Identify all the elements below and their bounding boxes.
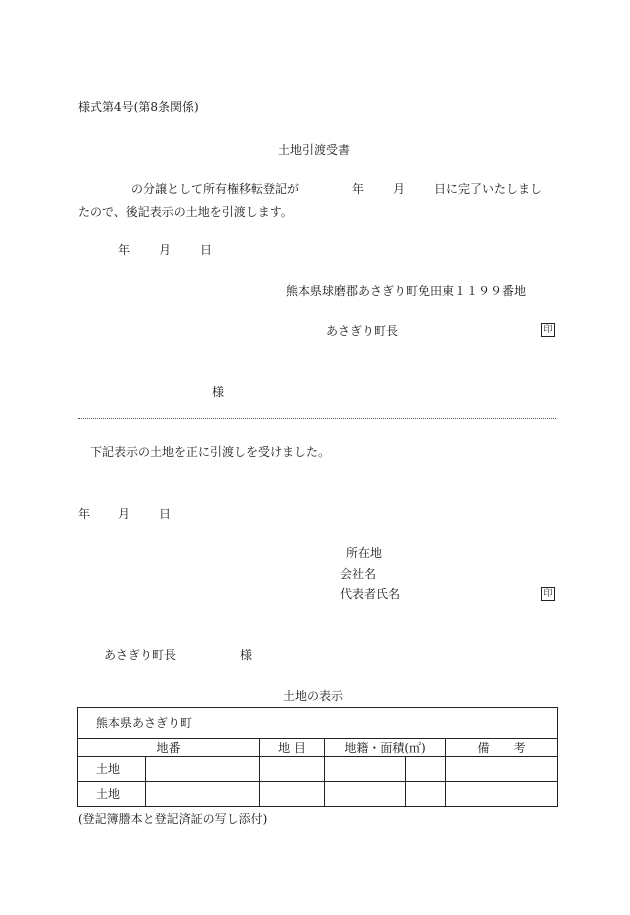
area-sub-cell[interactable] <box>406 782 446 807</box>
body-line1-day-tail: 日に完了いたしまし <box>434 182 543 196</box>
body-line1-month: 月 <box>393 182 406 196</box>
header-area: 地籍・面積(㎡) <box>325 739 446 757</box>
row-label: 土地 <box>78 782 146 807</box>
land-table-caption: 土地の表示 <box>283 689 344 703</box>
body-line2: たので、後記表示の土地を引渡します。 <box>78 205 293 219</box>
table-row <box>78 782 558 807</box>
recipient-mayor: あさぎり町長 <box>104 648 177 662</box>
body-line1-year: 年 <box>352 182 365 196</box>
land-table-address-row <box>78 708 558 739</box>
body-line1-text: の分譲として所有権移転登記が <box>131 182 300 196</box>
seal-mark-issuer: 印 <box>541 323 555 337</box>
company-label: 会社名 <box>340 567 377 581</box>
location-label: 所在地 <box>346 546 383 560</box>
seal-mark-recipient: 印 <box>541 587 555 601</box>
issuer-mayor: あさぎり町長 <box>326 324 399 338</box>
attachment-footnote: (登記簿謄本と登記済証の写し添付) <box>78 812 268 826</box>
receipt-statement: 下記表示の土地を正に引渡しを受けました。 <box>90 445 331 459</box>
land-table <box>77 707 558 807</box>
issue-date-day: 日 <box>200 243 213 257</box>
receipt-date-month: 月 <box>118 507 131 521</box>
issue-date-month: 月 <box>159 243 172 257</box>
land-table-header-row <box>78 739 558 757</box>
cut-line-divider <box>78 418 556 419</box>
area-cell[interactable] <box>325 782 406 807</box>
land-category-cell[interactable] <box>260 782 325 807</box>
land-category-cell[interactable] <box>260 757 325 782</box>
remarks-cell[interactable] <box>446 782 558 807</box>
receipt-date-year: 年 <box>78 507 91 521</box>
representative-label: 代表者氏名 <box>340 587 401 601</box>
area-cell[interactable] <box>325 757 406 782</box>
table-row <box>78 757 558 782</box>
document-title: 土地引渡受書 <box>278 143 351 157</box>
form-number-label: 様式第4号(第8条関係) <box>78 100 199 114</box>
recipient-suffix: 様 <box>240 648 253 662</box>
remarks-cell[interactable] <box>446 757 558 782</box>
header-remarks: 備 考 <box>446 739 558 757</box>
header-land-category: 地 目 <box>260 739 325 757</box>
header-lot-number: 地番 <box>78 739 260 757</box>
land-address-cell: 熊本県あさぎり町 <box>78 708 558 739</box>
addressee-suffix: 様 <box>212 385 225 399</box>
lot-number-cell[interactable] <box>146 782 260 807</box>
receipt-date-day: 日 <box>159 507 172 521</box>
lot-number-cell[interactable] <box>146 757 260 782</box>
issuer-address: 熊本県球磨郡あさぎり町免田東１１９９番地 <box>286 284 527 298</box>
row-label: 土地 <box>78 757 146 782</box>
area-sub-cell[interactable] <box>406 757 446 782</box>
issue-date-year: 年 <box>118 243 131 257</box>
